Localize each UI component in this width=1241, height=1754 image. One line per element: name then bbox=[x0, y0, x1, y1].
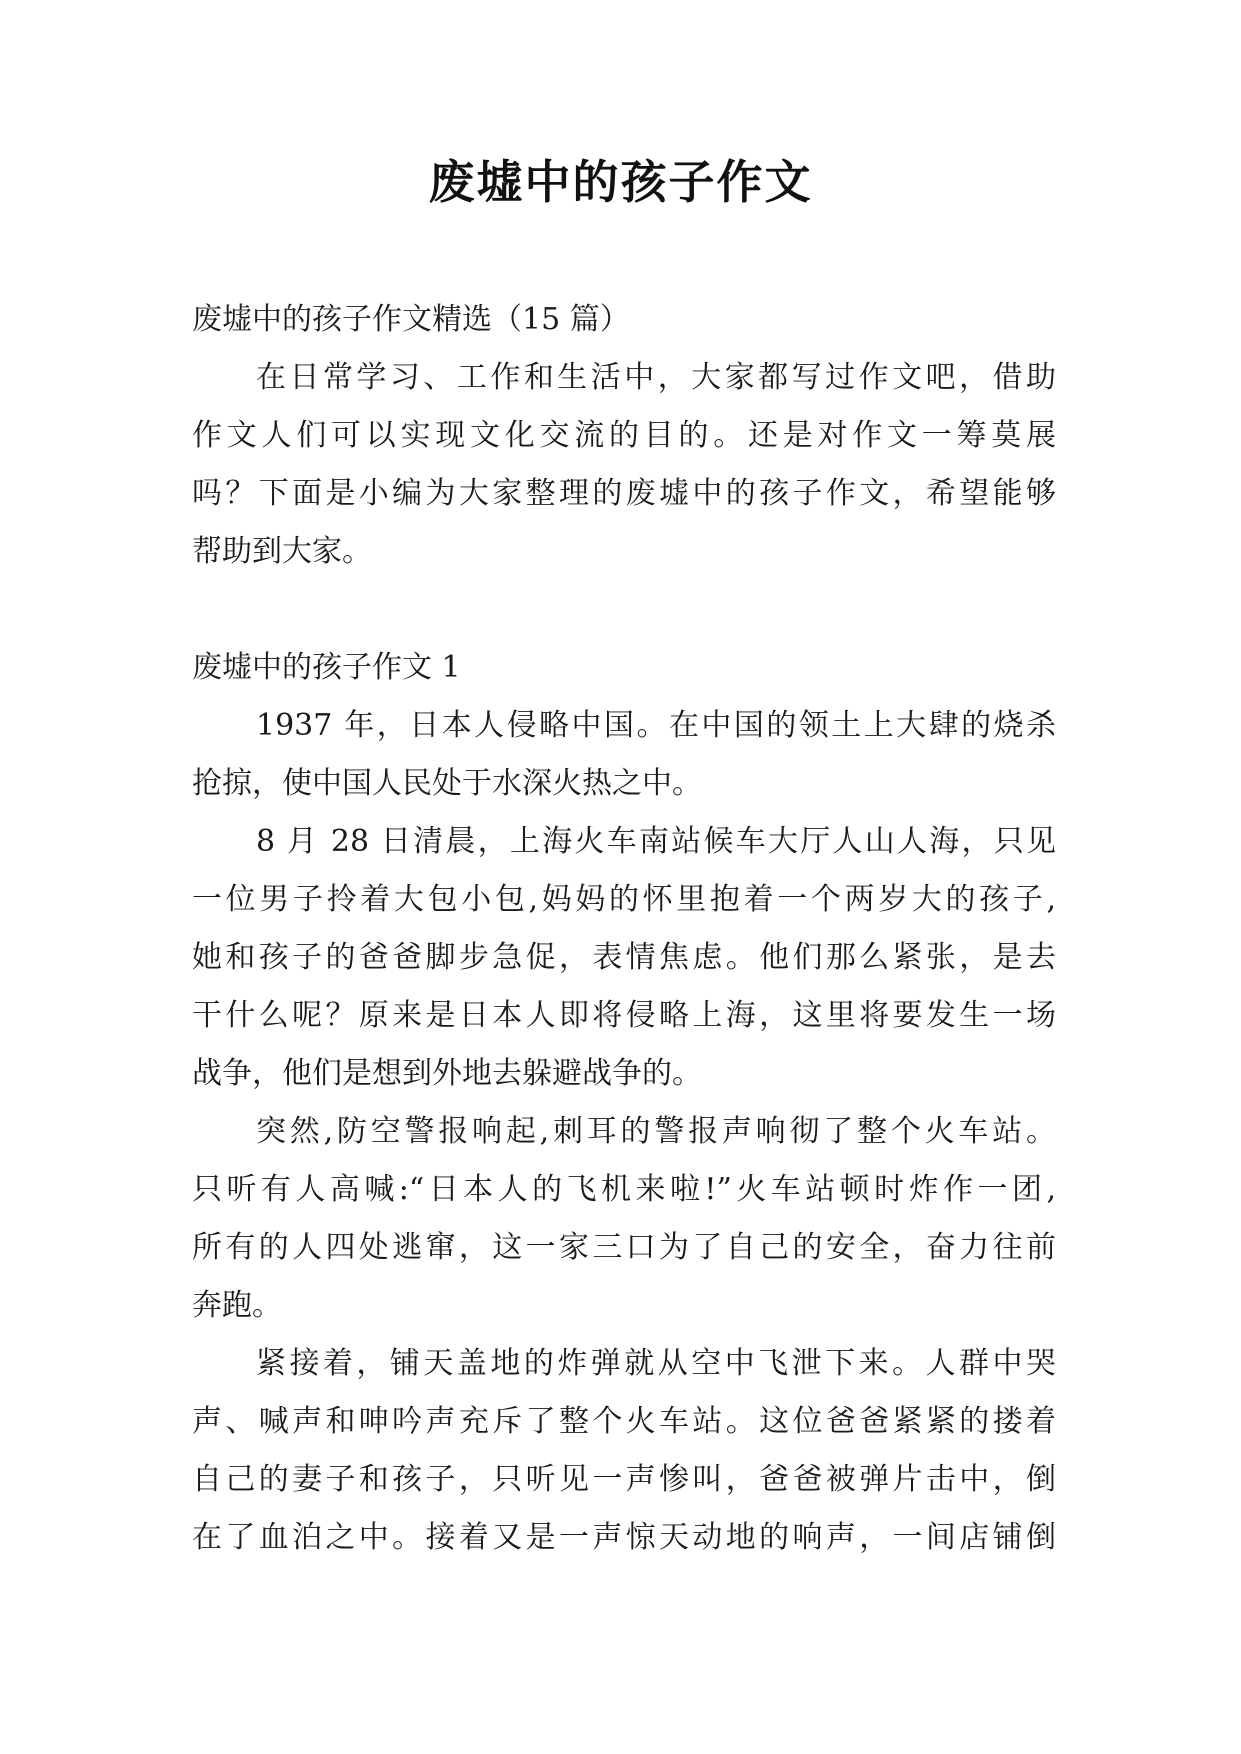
essay-paragraph bbox=[192, 697, 1056, 813]
paragraph-line: 突然,防空警报响起,刺耳的警报声响彻了整个火车站。 bbox=[256, 1114, 1056, 1149]
paragraph-line: 抢掠，使中国人民处于水深火热之中。 bbox=[192, 766, 702, 801]
intro-heading: 废墟中的孩子作文精选（15 篇） bbox=[192, 302, 630, 337]
paragraph-line: 在了血泊之中。接着又是一声惊天动地的响声，一间店铺倒 bbox=[192, 1520, 1056, 1555]
paragraph-line: 在日常学习、工作和生活中，大家都写过作文吧，借助 bbox=[256, 360, 1056, 395]
paragraph-line: 奔跑。 bbox=[192, 1288, 282, 1323]
paragraph-line: 干什么呢？原来是日本人即将侵略上海，这里将要发生一场 bbox=[192, 998, 1056, 1033]
paragraph-line: 只听有人高喊:“日本人的飞机来啦!”火车站顿时炸作一团, bbox=[192, 1172, 1056, 1207]
paragraph-line: 所有的人四处逃窜，这一家三口为了自己的安全，奋力往前 bbox=[192, 1230, 1056, 1265]
paragraph-line: 自己的妻子和孩子，只听见一声惨叫，爸爸被弹片击中，倒 bbox=[192, 1462, 1056, 1497]
paragraph-line: 作文人们可以实现文化交流的目的。还是对作文一筹莫展 bbox=[192, 418, 1056, 453]
paragraph-line: 一位男子拎着大包小包,妈妈的怀里抱着一个两岁大的孩子, bbox=[192, 882, 1056, 917]
intro-paragraph bbox=[192, 349, 1056, 581]
paragraph-line: 紧接着，铺天盖地的炸弹就从空中飞泄下来。人群中哭 bbox=[256, 1346, 1056, 1381]
essay-heading: 废墟中的孩子作文 1 bbox=[192, 650, 461, 685]
paragraph-line: 8 月 28 日清晨，上海火车南站候车大厅人山人海，只见 bbox=[256, 824, 1056, 859]
paragraph-line: 声、喊声和呻吟声充斥了整个火车站。这位爸爸紧紧的搂着 bbox=[192, 1404, 1056, 1439]
document-title: 废墟中的孩子作文 bbox=[428, 155, 813, 209]
essay-paragraph bbox=[192, 1335, 1056, 1567]
paragraph-line: 帮助到大家。 bbox=[192, 534, 372, 569]
paragraph-line: 1937 年，日本人侵略中国。在中国的领土上大肆的烧杀 bbox=[256, 708, 1056, 743]
document-body bbox=[192, 291, 1056, 1567]
essay-paragraph bbox=[192, 1103, 1056, 1335]
essay-paragraph bbox=[192, 813, 1056, 1103]
paragraph-line: 吗？下面是小编为大家整理的废墟中的孩子作文，希望能够 bbox=[192, 476, 1056, 511]
paragraph-line: 她和孩子的爸爸脚步急促，表情焦虑。他们那么紧张，是去 bbox=[192, 940, 1056, 975]
section-spacer bbox=[192, 581, 1056, 639]
paragraph-line: 战争，他们是想到外地去躲避战争的。 bbox=[192, 1056, 702, 1091]
